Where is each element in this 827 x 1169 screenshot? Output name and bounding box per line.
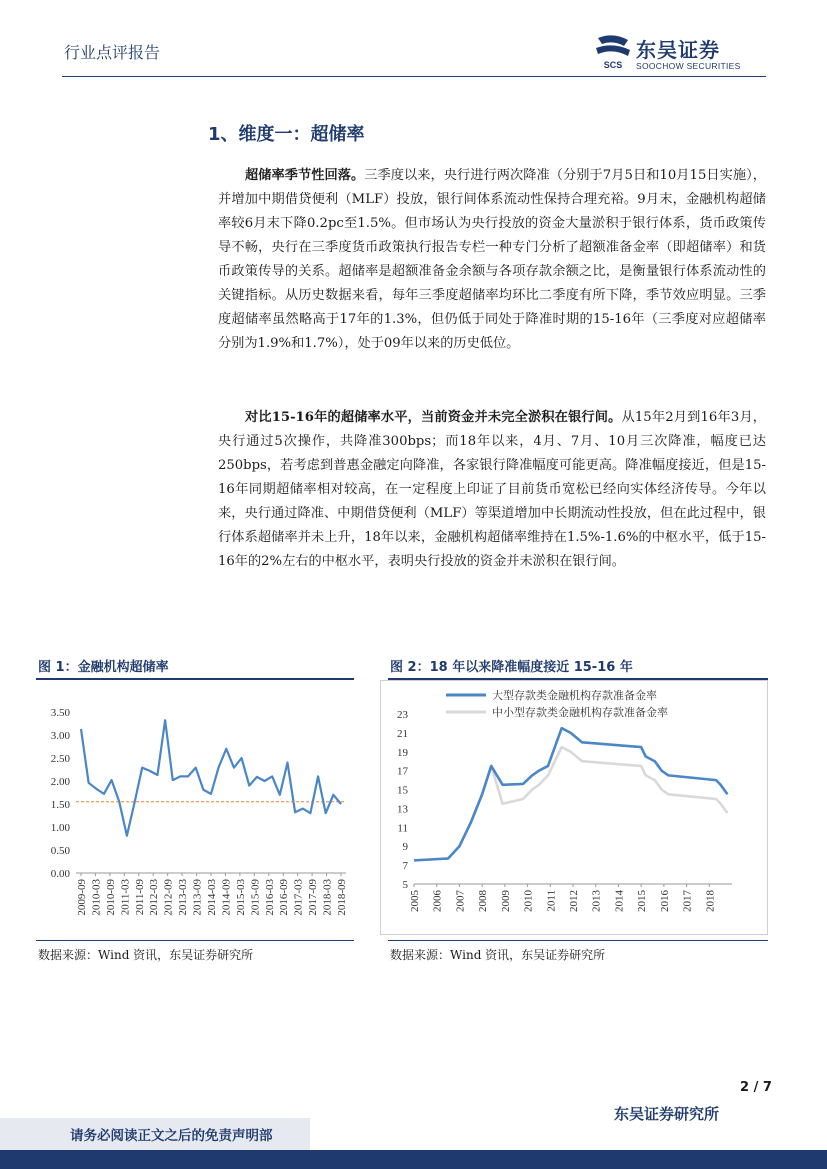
x-tick-label: 2006 (431, 890, 444, 912)
y-tick-label: 1.00 (50, 822, 70, 834)
section-title: 1、维度一：超储率 (208, 124, 365, 145)
x-tick-label: 2015-03 (234, 879, 247, 916)
y-tick-label: 3.00 (50, 730, 70, 742)
x-tick-label: 2009-09 (76, 879, 88, 916)
x-tick-label: 2012-09 (162, 879, 175, 916)
figure-2-title: 图 2：18 年以来降准幅度接近 15-16 年 (390, 660, 633, 675)
y-tick-label: 1.50 (50, 799, 70, 811)
figure-1-rule (36, 678, 354, 680)
paragraph-1 (218, 164, 766, 356)
x-tick-label: 2018 (704, 890, 717, 912)
x-tick-label: 2016 (658, 890, 671, 912)
header-divider (62, 76, 766, 77)
figure-2-source: 数据来源：Wind 资讯，东吴证券研究所 (390, 948, 606, 962)
x-tick-label: 2008 (477, 890, 490, 912)
series-line-excess-reserve-ratio (81, 720, 341, 835)
x-tick-label: 2017 (681, 890, 694, 912)
report-type: 行业点评报告 (64, 43, 161, 62)
x-tick-label: 2010-03 (90, 879, 103, 916)
y-tick-label: 11 (397, 822, 408, 835)
y-tick-label: 13 (397, 803, 408, 816)
institute-name: 东吴证券研究所 (614, 1105, 720, 1123)
y-tick-label: 0.00 (50, 868, 70, 880)
x-tick-label: 2010-09 (104, 879, 117, 916)
x-tick-label: 2012-03 (148, 879, 161, 916)
x-tick-label: 2018-03 (321, 879, 334, 916)
x-tick-label: 2011 (545, 890, 558, 912)
y-tick-label: 2.00 (50, 776, 70, 788)
paragraph-1-body: 三季度以来，央行进行两次降准（分别于7月5日和10月15日实施），并增加中期借贷便利（MLF）投放，银行间体系流动性保持合理充裕。9月末，金融机构超储率较6月末下降0.2pc至1.5%。但市场认为央行投放的资金大量淤积于银行体系，货币政策传导不畅，央行在三季度货币政策执行报告专栏一种专门分析了超额准备金率（即超储率）和货币政策传导的关系。超储率是超额准备金余额与各项存款余额之比，是衡量银行体系流动性的关键指标。从历史数据来看，每年三季度超储率均环比二季度有所下降，季节效应明显。三季度超储率虽然略高于17年的1.3%，但仍低于同处于降准时期的15-16年（三季度对应超储率分别为1.9%和1.7%），处于09年以来的历史低位。 (218, 168, 766, 351)
legend-label: 中小型存款类金融机构存款准备金率 (492, 707, 668, 719)
page-number: 2 / 7 (740, 1080, 772, 1095)
logo-name-cn: 东吴证券 (636, 38, 720, 62)
x-tick-label: 2010 (522, 890, 535, 912)
x-tick-label: 2014-03 (206, 879, 218, 916)
x-tick-label: 2009 (499, 890, 512, 912)
y-tick-label: 15 (397, 784, 408, 797)
logo-name-en: SOOCHOW SECURITIES (636, 61, 741, 71)
y-tick-label: 23 (397, 709, 408, 721)
x-tick-label: 2005 (409, 890, 421, 912)
x-tick-label: 2013 (590, 890, 603, 912)
legend-label: 大型存款类金融机构存款准备金率 (492, 690, 657, 702)
x-tick-label: 2016-03 (263, 879, 276, 916)
y-tick-label: 5 (402, 879, 408, 891)
x-tick-label: 2017-09 (307, 879, 320, 916)
figure-1-chart (36, 690, 356, 935)
y-tick-label: 9 (402, 841, 408, 854)
x-tick-label: 2014-09 (220, 879, 233, 916)
figure-2-source-rule (388, 940, 768, 941)
figure-1-source-rule (36, 940, 354, 941)
y-tick-label: 19 (397, 746, 408, 759)
x-tick-label: 2011-03 (119, 879, 132, 916)
y-tick-label: 2.50 (50, 753, 70, 765)
x-tick-label: 2015 (636, 890, 649, 912)
paragraph-1-lead: 超储率季节性回落。 (245, 168, 365, 183)
scs-logo-icon (594, 34, 632, 70)
x-tick-label: 2012 (568, 890, 580, 912)
figure-1-source: 数据来源：Wind 资讯，东吴证券研究所 (38, 948, 254, 962)
y-tick-label: 17 (397, 765, 408, 778)
x-tick-label: 2013-09 (191, 879, 204, 916)
x-tick-label: 2013-03 (177, 879, 190, 916)
logo-abbr: SCS (603, 60, 623, 70)
y-tick-label: 21 (397, 727, 408, 740)
y-tick-label: 3.50 (50, 707, 70, 719)
disclaimer-link[interactable]: 请务必阅读正文之后的免责声明部 (70, 1128, 273, 1144)
paragraph-2-lead: 对比15-16年的超储率水平，当前资金并未完全淤积在银行间。 (245, 410, 622, 425)
y-tick-label: 7 (402, 860, 408, 873)
figure-1-title: 图 1：金融机构超储率 (38, 660, 169, 675)
figure-2-chart (380, 680, 768, 935)
x-tick-label: 2017-03 (292, 879, 305, 916)
x-tick-label: 2014 (613, 890, 626, 912)
y-tick-label: 0.50 (50, 845, 70, 857)
footer-bar (0, 1150, 827, 1169)
x-tick-label: 2007 (454, 890, 467, 912)
x-tick-label: 2015-09 (249, 879, 262, 916)
paragraph-2 (218, 406, 766, 574)
company-logo (594, 32, 766, 74)
paragraph-2-body: 从15年2月到16年3月，央行通过5次操作，共降准300bps；而18年以来，4月、7月、10月三次降准，幅度已达250bps，若考虑到普惠金融定向降准，各家银行降准幅度可能更高。降准幅度接近，但是15-16年同期超储率相对较高，在一定程度上印证了目前货币宽松已经向实体经济传导。今年以来，央行通过降准、中期借贷便利（MLF）等渠道增加中长期流动性投放，但在此过程中，银行体系超储率并未上升，18年以来，金融机构超储率维持在1.5%-1.6%的中枢水平，低于15-16年的2%左右的中枢水平，表明央行投放的资金并未淤积在银行间。 (218, 410, 766, 569)
x-tick-label: 2016-09 (278, 879, 291, 916)
x-tick-label: 2018-09 (336, 879, 348, 916)
x-tick-label: 2011-09 (133, 879, 146, 916)
